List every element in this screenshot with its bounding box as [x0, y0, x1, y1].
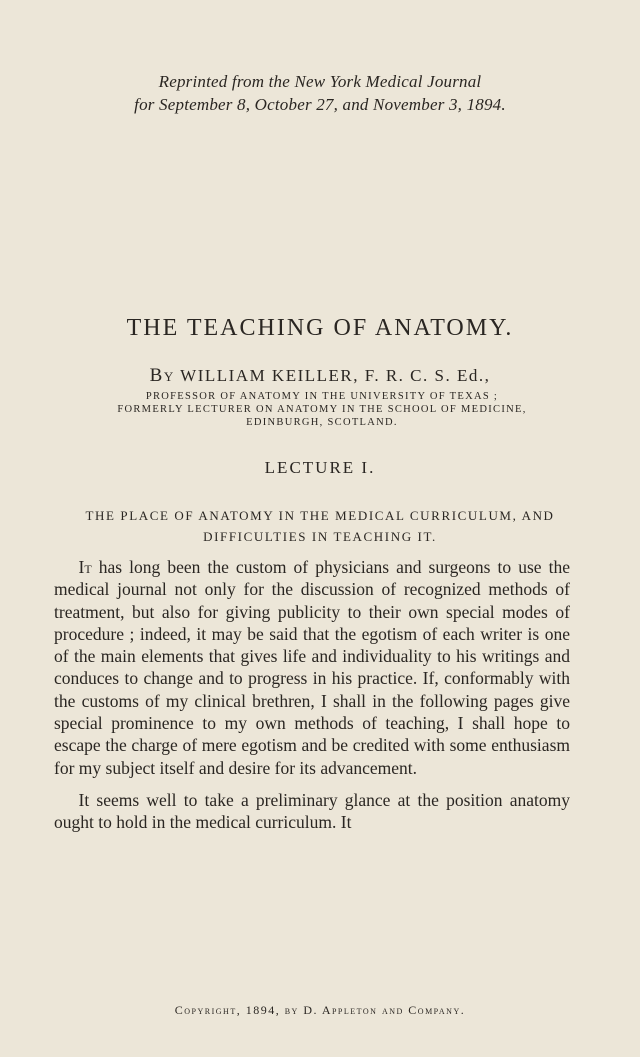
author-byline: [40, 365, 600, 387]
lecture-subtitle: [70, 505, 570, 547]
paragraph-1-initial: It: [78, 557, 92, 577]
paragraph-2: It seems well to take a preliminary glance at the position anatomy ought to hold in the medical curriculum. It: [54, 789, 570, 833]
author-affiliation: [90, 390, 554, 429]
affiliation-line-3: EDINBURGH, SCOTLAND.: [246, 417, 398, 428]
body-text: [54, 556, 570, 834]
copyright-notice: Copyright, 1894, by D. Appleton and Company.: [174, 1003, 466, 1017]
reprint-notice: [60, 70, 580, 116]
page-title: THE TEACHING OF ANATOMY.: [126, 315, 514, 341]
affiliation-line-1: PROFESSOR OF ANATOMY IN THE UNIVERSITY OF TEXAS ;: [145, 391, 499, 402]
subtitle-line-1: THE PLACE OF ANATOMY IN THE MEDICAL CURRICULUM, AND: [85, 508, 555, 523]
author-name: WILLIAM KEILLER, F. R. C. S. Ed.,: [180, 366, 491, 385]
byline-by: By: [149, 365, 175, 386]
subtitle-line-2: DIFFICULTIES IN TEACHING IT.: [203, 529, 437, 544]
lecture-heading: LECTURE I.: [264, 458, 376, 477]
reprint-line-2: for September 8, October 27, and November 3, 1894.: [134, 95, 506, 114]
affiliation-line-2: FORMERLY LECTURER ON ANATOMY IN THE SCHOOL OF MEDICINE,: [117, 404, 527, 415]
paragraph-1-text: has long been the custom of physicians and surgeons to use the medical journal not only for the discussion of recognized methods of treatment, but also for giving publicity to their own special modes of procedure ; indeed, it may be said that the egotism of each writer is one of the main elements that gives life and individuality to his writings and conduces to change and to progress in his practice. If, conformably with the customs of my clinical brethren, I shall in the following pages give special prominence to my own methods of teaching, I shall hope to escape the charge of mere egotism and be credited with some enthusiasm for my subject itself and desire for its advancement.: [54, 557, 570, 778]
paragraph-1: [54, 556, 570, 779]
reprint-line-1: Reprinted from the New York Medical Journal: [158, 72, 482, 91]
